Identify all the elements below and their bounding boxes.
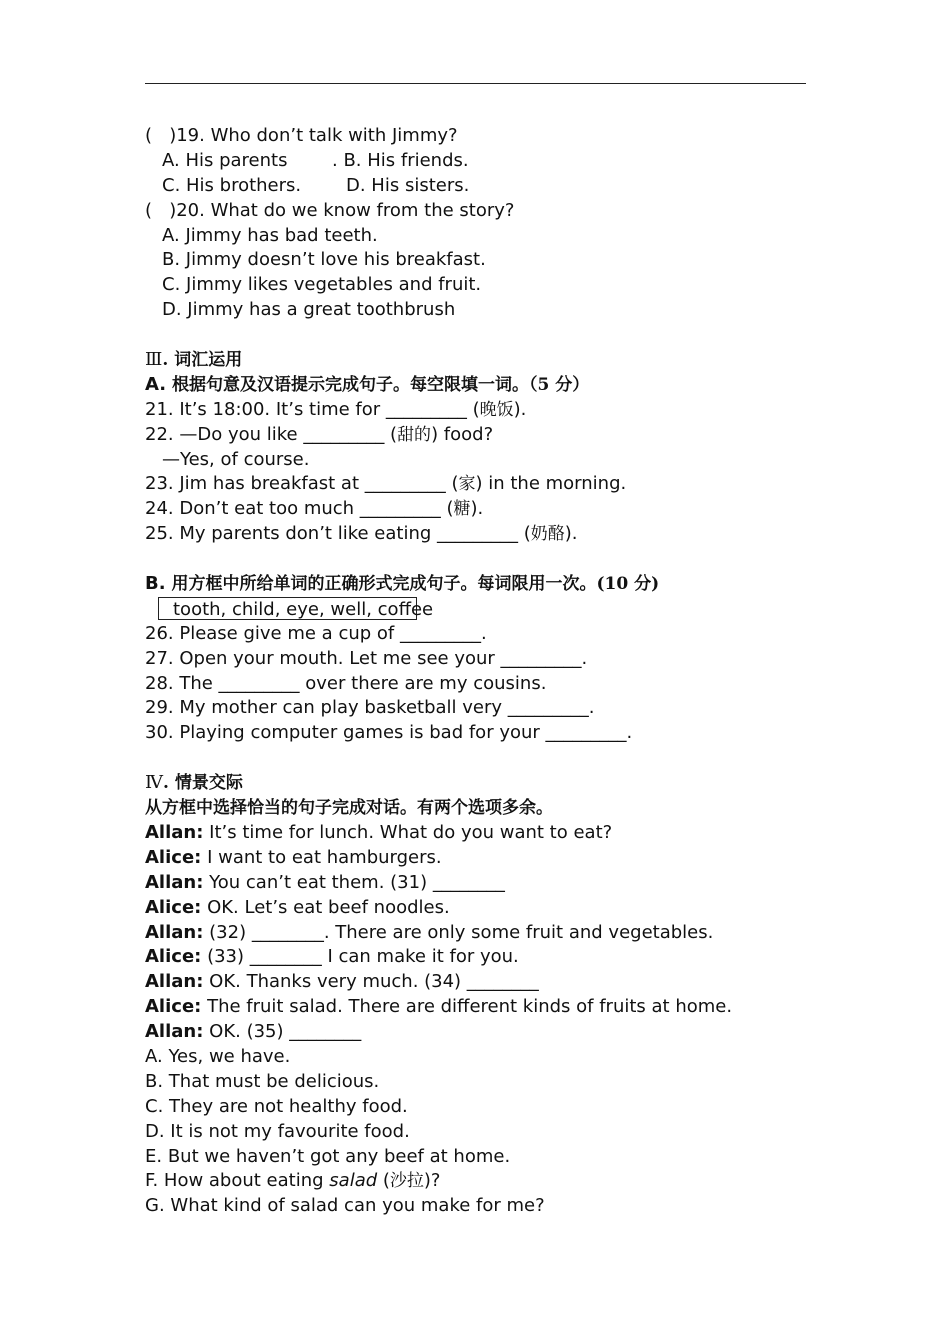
option-e: E. But we haven’t got any beef at home. <box>145 1145 511 1167</box>
dialogue-line: Alice: OK. Let’s eat beef noodles. <box>145 896 450 918</box>
part-a-instruction: A. 根据句意及汉语提示完成句子。每空限填一词。（5 分） <box>145 373 590 395</box>
q19-option-a: A. His parents <box>162 149 288 171</box>
spacer <box>145 323 825 348</box>
question-19: ( )19. Who don’t talk with Jimmy? <box>145 125 458 146</box>
dialogue-line: Allan: You can’t eat them. (31) ________ <box>145 871 505 893</box>
dialogue-line: Alice: (33) ________ I can make it for you. <box>145 946 519 968</box>
item-22-reply: —Yes, of course. <box>162 448 310 470</box>
q19-option-c: C. His brothers. <box>162 174 302 196</box>
item-22: 22. —Do you like _________ (甜的) food? <box>145 423 494 445</box>
item-23: 23. Jim has breakfast at _________ (家) in the morning. <box>145 473 627 495</box>
spacer <box>145 746 825 771</box>
q20-option-c: C. Jimmy likes vegetables and fruit. <box>162 274 482 296</box>
spacer <box>145 547 825 572</box>
option-g: G. What kind of salad can you make for me? <box>145 1195 545 1217</box>
item-25: 25. My parents don’t like eating _________ (奶酪). <box>145 523 578 545</box>
item-24: 24. Don’t eat too much _________ (糖). <box>145 498 484 520</box>
section-4-instruction: 从方框中选择恰当的句子完成对话。有两个选项多余。 <box>145 798 553 819</box>
item-27: 27. Open your mouth. Let me see your _________. <box>145 647 588 669</box>
q20-option-a: A. Jimmy has bad teeth. <box>162 224 378 246</box>
dialogue-line: Alice: I want to eat hamburgers. <box>145 846 442 868</box>
item-29: 29. My mother can play basketball very _________. <box>145 697 595 719</box>
item-21: 21. It’s 18:00. It’s time for _________ (晚饭). <box>145 398 527 420</box>
item-30: 30. Playing computer games is bad for your _________. <box>145 722 633 744</box>
q20-option-d: D. Jimmy has a great toothbrush <box>162 299 456 321</box>
word-box-row <box>145 597 825 622</box>
q19-option-b: . B. His friends. <box>332 149 469 171</box>
option-d: D. It is not my favourite food. <box>145 1120 410 1142</box>
section-4-title: Ⅳ. 情景交际 <box>145 772 243 794</box>
dialogue-line: Alice: The fruit salad. There are different kinds of fruits at home. <box>145 996 733 1018</box>
header-rule <box>145 83 806 84</box>
item-28: 28. The _________ over there are my cousins. <box>145 672 547 694</box>
part-b-instruction: B. 用方框中所给单词的正确形式完成句子。每词限用一次。(10 分) <box>145 573 660 595</box>
q19-options-cd <box>145 174 825 199</box>
section-3-title: Ⅲ. 词汇运用 <box>145 349 243 371</box>
word-box: tooth, child, eye, well, coffee <box>158 597 417 620</box>
dialogue-line: Allan: It’s time for lunch. What do you want to eat? <box>145 821 613 843</box>
dialogue-line: Allan: (32) ________. There are only some fruit and vegetables. <box>145 921 714 943</box>
option-c: C. They are not healthy food. <box>145 1095 408 1117</box>
option-b: B. That must be delicious. <box>145 1070 380 1092</box>
q19-options-ab <box>145 149 825 174</box>
worksheet <box>145 124 825 1219</box>
item-26: 26. Please give me a cup of _________. <box>145 622 487 644</box>
question-20: ( )20. What do we know from the story? <box>145 199 515 221</box>
q19-option-d: D. His sisters. <box>346 174 470 196</box>
option-a: A. Yes, we have. <box>145 1045 291 1067</box>
dialogue-line: Allan: OK. (35) ________ <box>145 1021 362 1043</box>
option-f: F. How about eating salad (沙拉)? <box>145 1170 441 1192</box>
q20-option-b: B. Jimmy doesn’t love his breakfast. <box>162 249 486 271</box>
dialogue-line: Allan: OK. Thanks very much. (34) ________ <box>145 971 539 993</box>
